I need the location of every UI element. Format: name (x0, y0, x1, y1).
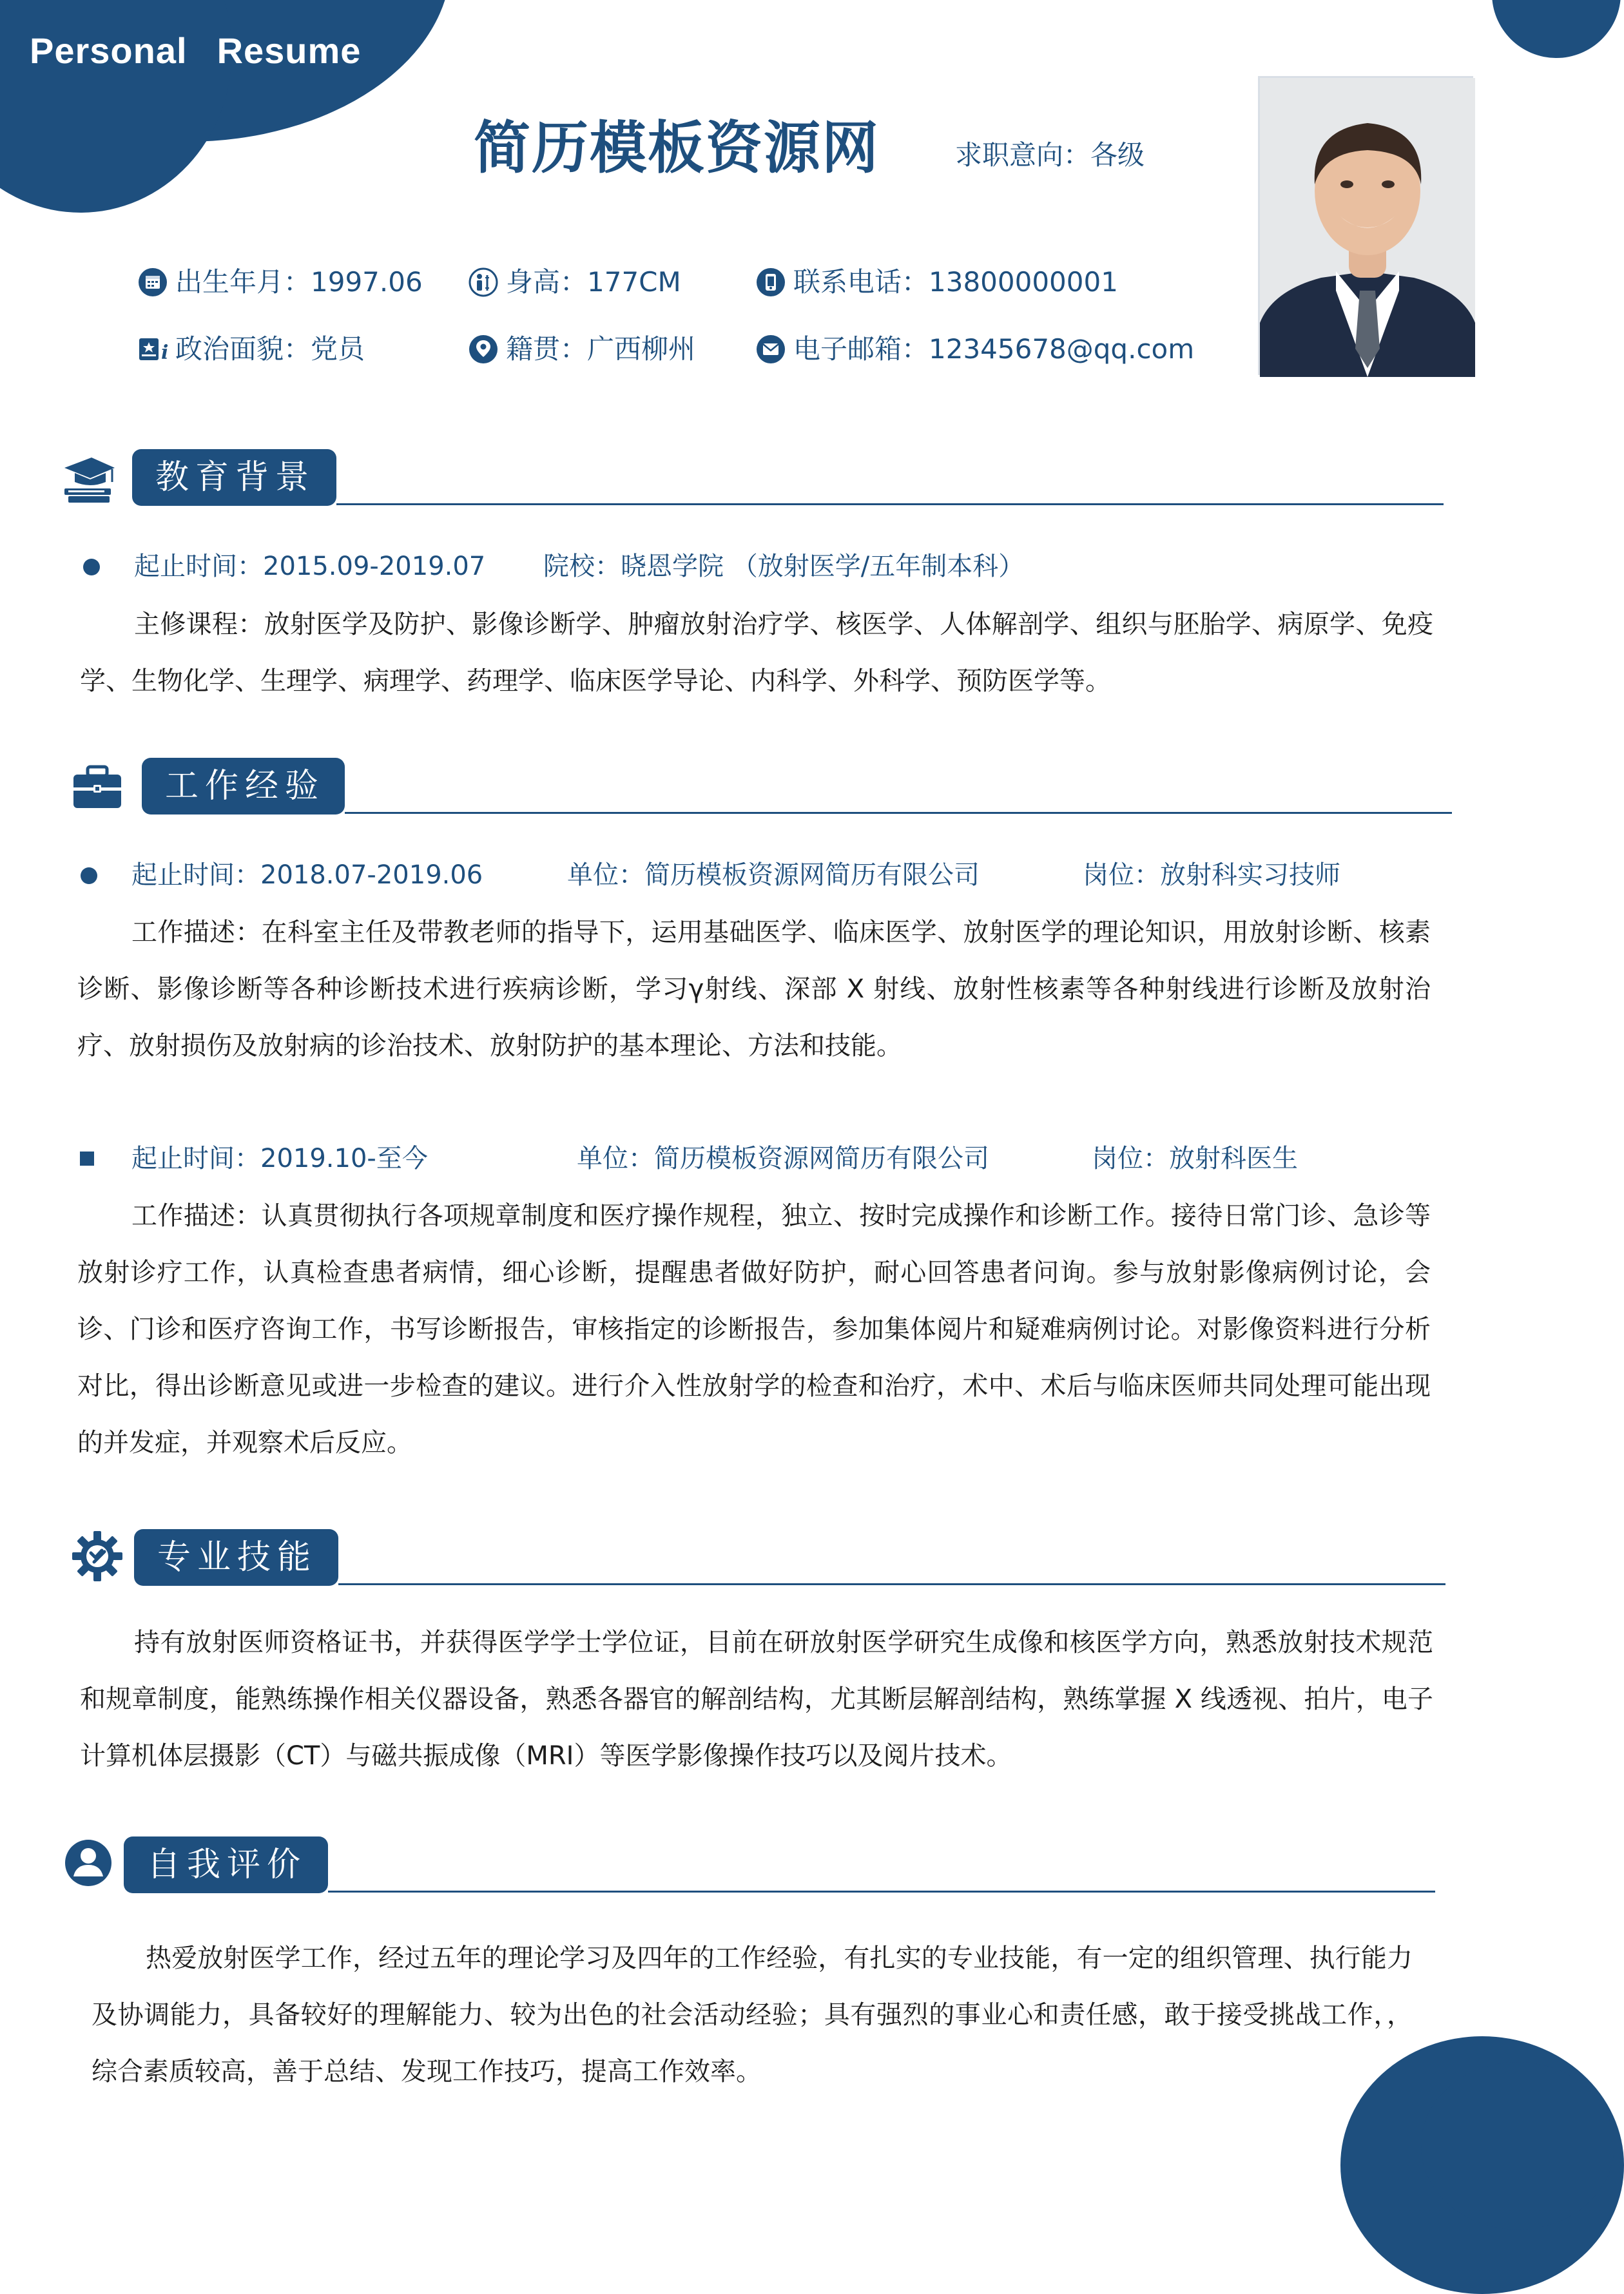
calendar-icon (138, 267, 168, 297)
height-icon (469, 267, 498, 297)
info-email (756, 334, 1194, 364)
brand-title (30, 30, 361, 72)
info-hometown (469, 334, 695, 364)
brand-word-resume: Resume (217, 30, 362, 71)
job-2-position: 岗位：放射科医生 (1092, 1144, 1298, 1173)
bullet-square (80, 1152, 94, 1166)
info-politics-text: 政治面貌：党员 (175, 333, 365, 365)
person-portrait-icon (1260, 78, 1475, 377)
corner-decoration-top-right (1492, 0, 1621, 58)
section-title-work: 工作经验 (142, 758, 345, 814)
info-email-text: 电子邮箱：12345678@qq.com (793, 333, 1195, 365)
brand-word-personal: Personal (30, 30, 188, 71)
info-height (469, 267, 681, 297)
job-1-company: 单位：简历模板资源网简历有限公司 (567, 860, 980, 890)
corner-decoration-bottom-right-lobe (1421, 2062, 1614, 2230)
bullet-dot (83, 559, 100, 575)
info-height-text: 身高：177CM (506, 266, 681, 298)
phone-icon (756, 267, 786, 297)
profile-photo (1258, 76, 1473, 375)
section-divider-education (336, 503, 1444, 505)
job-1-period: 起止时间：2018.07-2019.06 (131, 860, 483, 890)
section-divider-skills (338, 1583, 1445, 1585)
user-icon (59, 1834, 117, 1892)
education-period: 起止时间：2015.09-2019.07 (134, 552, 486, 581)
candidate-name: 简历模板资源网 (474, 115, 880, 181)
info-hometown-text: 籍贯：广西柳州 (506, 333, 696, 365)
self-evaluation-text: 热爱放射医学工作，经过五年的理论学习及四年的工作经验，有扎实的专业技能，有一定的组织管理、执行能力及协调能力，具备较好的理解能力、较为出色的社会活动经验；具有强烈的事业心和责任感，敢于接受挑战工作，，综合素质较高，善于总结、发现工作技巧，提高工作效率。 (92, 1943, 1413, 2087)
briefcase-icon (68, 758, 126, 816)
party-icon (138, 334, 168, 364)
bullet-dot (81, 867, 97, 884)
section-divider-work (345, 812, 1452, 814)
info-birth-text: 出生年月：1997.06 (175, 266, 423, 298)
info-phone-text: 联系电话：13800000001 (793, 266, 1118, 298)
info-politics (138, 334, 365, 364)
mail-icon (756, 334, 786, 364)
education-school: 院校：晓恩学院 （放射医学/五年制本科） (543, 552, 1025, 581)
section-title-skills: 专业技能 (134, 1529, 338, 1586)
job-1-description: 工作描述：在科室主任及带教老师的指导下，运用基础医学、临床医学、放射医学的理论知识，用放射诊断、核素诊断、影像诊断等各种诊断技术进行疾病诊断，学习γ射线、深部 X 射线、放射性核素等各种射线进行诊断及放射治疗、放射损伤及放射病的诊治技术、放射防护的基本理论、方法和技能。 (77, 918, 1431, 1061)
section-title-self-evaluation: 自我评价 (124, 1836, 328, 1893)
job-2-company: 单位：简历模板资源网简历有限公司 (577, 1144, 989, 1173)
info-birth (138, 267, 423, 297)
info-phone (756, 267, 1118, 297)
job-2-period: 起止时间：2019.10-至今 (131, 1144, 428, 1173)
gear-icon (68, 1527, 126, 1585)
job-2-description: 工作描述：认真贯彻执行各项规章制度和医疗操作规程，独立、按时完成操作和诊断工作。接待日常门诊、急诊等放射诊疗工作，认真检查患者病情，细心诊断，提醒患者做好防护，耐心回答患者问询。参与放射影像病例讨论，会诊、门诊和医疗咨询工作，书写诊断报告，审核指定的诊断报告，参加集体阅片和疑难病例讨论。对影像资料进行分析对比，得出诊断意见或进一步检查的建议。进行介入性放射学的检查和治疗，术中、术后与临床医师共同处理可能出现的并发症，并观察术后反应。 (77, 1201, 1431, 1458)
section-divider-self-evaluation (328, 1891, 1435, 1893)
job-intent: 求职意向：各级 (955, 139, 1145, 171)
graduation-icon (59, 450, 117, 508)
skills-text: 持有放射医师资格证书，并获得医学学士学位证，目前在研放射医学研究生成像和核医学方向，熟悉放射技术规范和规章制度，能熟练操作相关仪器设备，熟悉各器官的解剖结构，尤其断层解剖结构，熟练掌握 X 线透视、拍片，电子计算机体层摄影（CT）与磁共振成像（MRI）等医学影像操作技巧以及阅片技术。 (80, 1628, 1433, 1771)
location-icon (469, 334, 498, 364)
svg-text:i: i (161, 342, 169, 364)
job-1-position: 岗位：放射科实习技师 (1083, 860, 1340, 890)
education-courses: 主修课程：放射医学及防护、影像诊断学、肿瘤放射治疗学、核医学、人体解剖学、组织与胚胎学、病原学、免疫学、生物化学、生理学、病理学、药理学、临床医学导论、内科学、外科学、预防医学等。 (80, 610, 1433, 696)
section-title-education: 教育背景 (132, 449, 336, 506)
